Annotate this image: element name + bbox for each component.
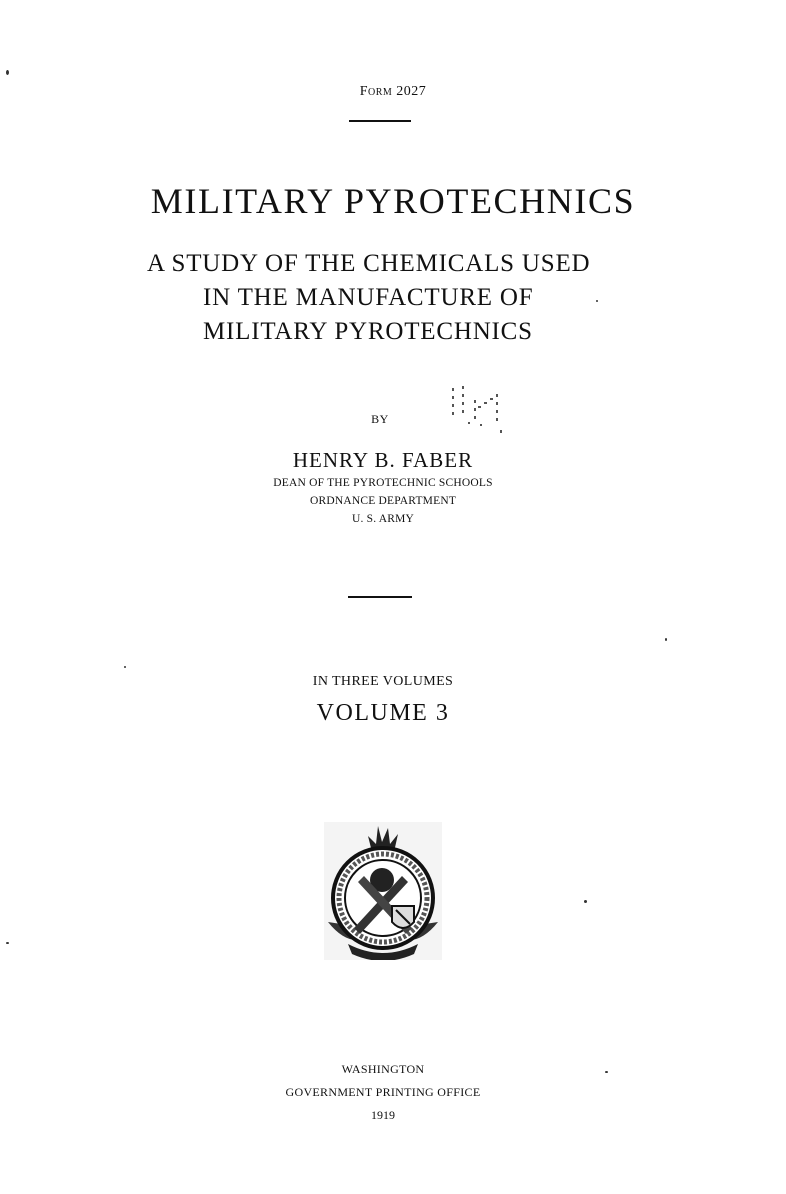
book-title: MILITARY PYROTECHNICS <box>150 181 636 221</box>
scan-speck <box>6 942 9 944</box>
form-number <box>0 84 786 100</box>
ordnance-department-seal-icon <box>324 822 442 960</box>
subtitle-line-3: MILITARY PYROTECHNICS <box>203 318 533 345</box>
subtitle-line-2: IN THE MANUFACTURE OF <box>203 284 534 311</box>
imprint-office: GOVERNMENT PRINTING OFFICE <box>285 1085 481 1099</box>
top-rule <box>349 120 411 122</box>
imprint-year: 1919 <box>371 1108 395 1122</box>
by-label: BY <box>371 412 389 426</box>
scan-speck <box>584 900 587 903</box>
library-stamp-icon <box>444 380 514 440</box>
middle-rule <box>348 596 412 598</box>
scan-speck <box>124 666 126 668</box>
form-number-value: 2027 <box>396 84 427 99</box>
author-service: U. S. ARMY <box>351 513 415 525</box>
scan-speck <box>6 70 9 75</box>
form-prefix: Form <box>359 84 393 99</box>
author-title: DEAN OF THE PYROTECHNIC SCHOOLS <box>273 477 493 489</box>
scan-speck <box>605 1071 608 1073</box>
volumes-note: IN THREE VOLUMES <box>312 674 454 689</box>
imprint-city: WASHINGTON <box>341 1062 425 1076</box>
scan-speck <box>665 638 667 641</box>
subtitle-line-1: A STUDY OF THE CHEMICALS USED <box>147 250 591 277</box>
author-name: HENRY B. FABER <box>292 448 474 472</box>
scan-speck <box>596 300 598 302</box>
volume-number: VOLUME 3 <box>316 700 450 726</box>
author-department: ORDNANCE DEPARTMENT <box>309 495 457 507</box>
